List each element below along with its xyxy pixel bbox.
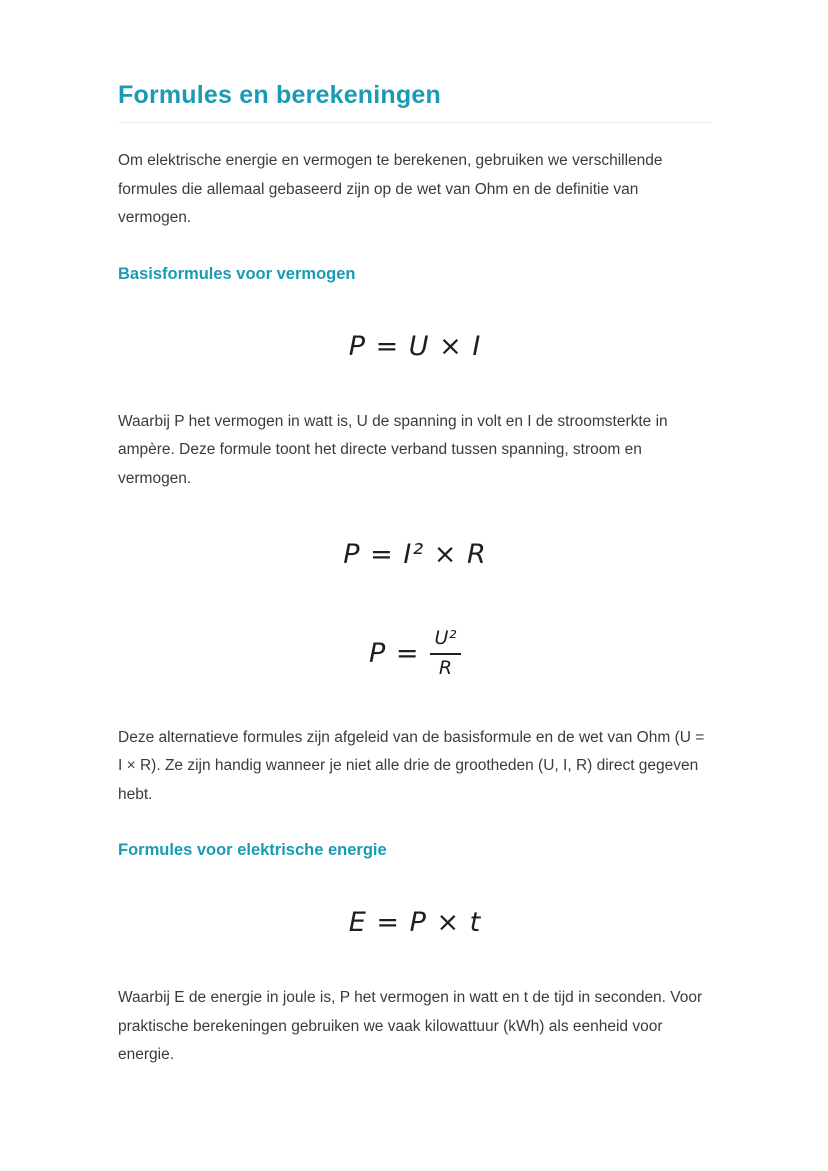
- title-divider: [118, 122, 712, 123]
- document-title: Formules en berekeningen: [118, 81, 441, 109]
- intro-paragraph: Om elektrische energie en vermogen te berekenen, gebruiken we verschillende formules die allemaal gebaseerd zijn op de wet van Ohm en de definitie van vermogen.: [118, 152, 663, 226]
- fraction-numerator: U²: [430, 628, 461, 655]
- section-heading-power: Basisformules voor vermogen: [118, 264, 356, 283]
- section-heading-energy: Formules voor elektrische energie: [118, 841, 387, 860]
- formula-energy: E = P × t: [348, 907, 482, 939]
- fraction: [430, 628, 461, 680]
- fraction-lhs: P =: [368, 638, 420, 670]
- fraction-equation: [369, 628, 461, 680]
- paragraph-alternative-formulas: Deze alternatieve formules zijn afgeleid van de basisformule en de wet van Ohm (U = I × R). Ze zijn handig wanneer je niet alle drie de grootheden (U, I, R) direct gegeven hebt.: [118, 728, 705, 803]
- formula-power-basic: P = U × I: [348, 330, 482, 362]
- paragraph-energy-explanation: Waarbij E de energie in joule is, P het vermogen in watt en t de tijd in seconden. Voor praktische berekeningen gebruiken we vaak kilowattuur (kWh) als eenheid voor energie.: [118, 989, 703, 1064]
- formula-power-voltage: [118, 628, 712, 680]
- fraction-denominator: R: [438, 656, 453, 679]
- formula-power-current: P = I² × R: [343, 539, 487, 570]
- paragraph-power-explanation: Waarbij P het vermogen in watt is, U de spanning in volt en I de stroomsterkte in ampère. Deze formule toont het directe verband tussen spanning, stroom en vermogen.: [118, 412, 668, 487]
